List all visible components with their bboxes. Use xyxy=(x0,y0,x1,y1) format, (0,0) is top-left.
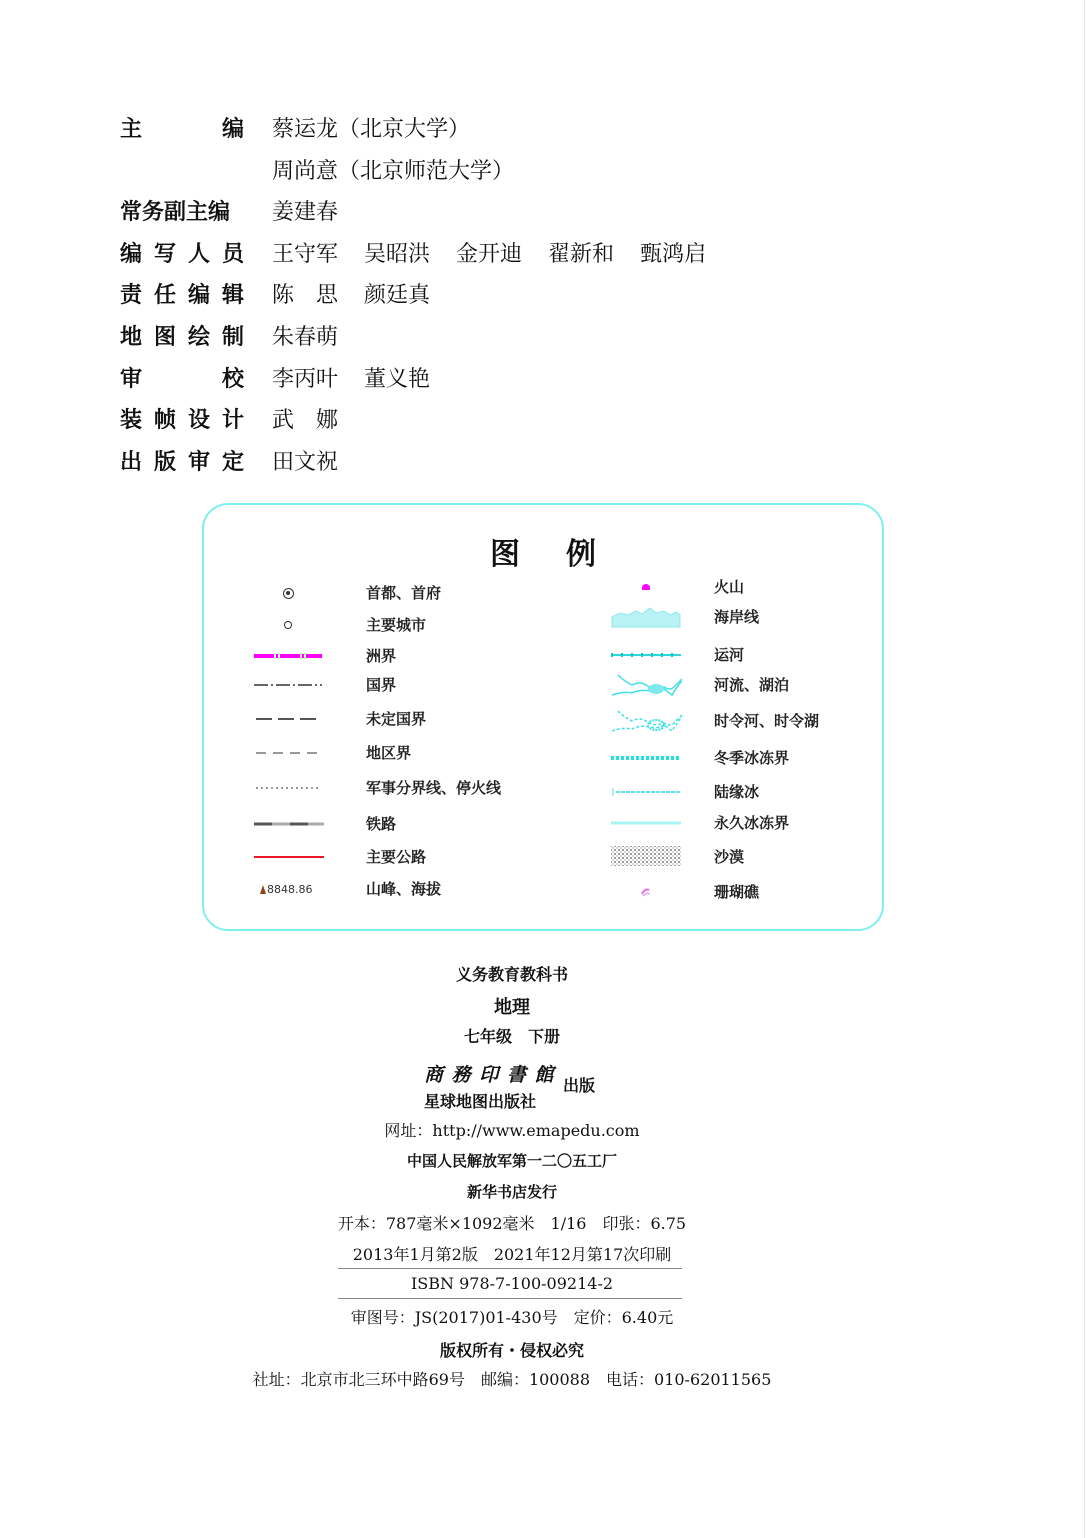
legend-label: 海岸线 xyxy=(714,608,760,626)
role-char: 编 xyxy=(120,241,143,267)
role-char: 编 xyxy=(221,117,244,142)
role-char: 定 xyxy=(221,449,244,475)
capital-icon xyxy=(252,583,324,603)
edition-info: 2013年1月第2版 2021年12月第17次印刷 xyxy=(352,1245,672,1264)
review-number-price: 审图号：JS(2017)01-430号 定价：6.40元 xyxy=(350,1308,674,1327)
publish-label: 出版 xyxy=(563,1076,596,1095)
undefined-boundary-icon xyxy=(252,709,324,729)
page-edge xyxy=(1084,0,1085,1538)
role-char: 编 xyxy=(187,283,210,309)
credit-name: 翟新和 xyxy=(548,241,615,267)
coral-reef-icon xyxy=(610,882,682,902)
credit-name: 蔡运龙（北京大学） xyxy=(272,117,471,142)
website: 网址：http://www.emapedu.com xyxy=(384,1121,640,1140)
credit-role xyxy=(120,197,244,229)
legend-label: 主要公路 xyxy=(366,848,427,866)
credit-names xyxy=(272,405,364,437)
role-char: 写 xyxy=(153,241,176,267)
printer: 中国人民解放军第一二〇五工厂 xyxy=(406,1152,617,1170)
role-char: 审 xyxy=(120,366,143,392)
credit-role xyxy=(120,114,244,146)
publisher-commercial-press-logo: 商 務 印 書 館 xyxy=(424,1064,555,1086)
credit-name: 姜建春 xyxy=(272,200,339,226)
credit-name: 武 娜 xyxy=(272,408,339,434)
credit-role xyxy=(120,239,244,271)
credit-role xyxy=(120,280,244,312)
role-char: 人 xyxy=(187,241,210,267)
legend-label: 运河 xyxy=(714,646,745,664)
role-char: 版 xyxy=(153,449,176,475)
legend-label: 沙漠 xyxy=(714,848,745,866)
credit-names xyxy=(272,114,496,146)
legend-label: 山峰、海拔 xyxy=(366,880,442,898)
credit-name: 朱春萌 xyxy=(272,324,339,350)
legend-label: 洲界 xyxy=(366,647,397,665)
credit-name: 周尚意（北京师范大学） xyxy=(272,158,515,184)
legend-label: 铁路 xyxy=(366,815,397,833)
military-line-icon xyxy=(252,778,324,798)
role-char: 制 xyxy=(221,324,244,350)
credit-names xyxy=(272,239,732,271)
region-boundary-icon xyxy=(252,743,324,763)
legend-label: 时令河、时令湖 xyxy=(714,712,820,730)
role-char: 设 xyxy=(187,408,210,434)
seasonal-river-lake-icon xyxy=(610,707,682,735)
national-boundary-icon xyxy=(252,675,324,695)
legend-label: 军事分界线、停火线 xyxy=(366,779,502,797)
land-ice-icon xyxy=(610,782,682,802)
credit-name: 王守军 xyxy=(272,241,339,267)
credit-name: 甄鸿启 xyxy=(640,241,707,267)
credit-name: 李丙叶 xyxy=(272,366,339,392)
isbn: ISBN 978-7-100-09214-2 xyxy=(410,1274,614,1293)
credit-names xyxy=(272,322,364,354)
series-title: 义务教育教科书 xyxy=(455,965,568,984)
continent-boundary-icon xyxy=(252,646,324,666)
role-text: 常务副主编 xyxy=(120,200,231,226)
divider xyxy=(338,1298,682,1299)
legend-label: 火山 xyxy=(714,578,745,596)
credit-name: 董义艳 xyxy=(364,366,431,392)
credit-role xyxy=(120,447,244,479)
legend-label: 主要城市 xyxy=(366,616,427,634)
coastline-icon xyxy=(610,605,682,629)
legend-label: 未定国界 xyxy=(366,710,427,728)
credit-name: 陈 思 xyxy=(272,283,339,309)
credit-name: 金开迪 xyxy=(456,241,523,267)
role-char: 计 xyxy=(221,408,244,434)
credit-name: 吴昭洪 xyxy=(364,241,431,267)
credit-names xyxy=(272,364,456,396)
winter-ice-boundary-icon xyxy=(610,748,682,768)
role-char: 地 xyxy=(120,324,143,350)
publisher-address: 社址：北京市北三环中路69号 邮编：100088 电话：010-62011565 xyxy=(252,1370,772,1389)
subject-title: 地理 xyxy=(494,997,530,1018)
credit-role xyxy=(120,364,244,396)
role-char: 辑 xyxy=(221,283,244,309)
credit-role xyxy=(120,322,244,354)
legend-label: 冬季冰冻界 xyxy=(714,749,790,767)
role-char: 责 xyxy=(120,283,143,309)
role-char: 图 xyxy=(153,324,176,350)
credit-names xyxy=(272,197,364,229)
legend-label: 首都、首府 xyxy=(366,584,442,602)
distributor: 新华书店发行 xyxy=(466,1183,557,1201)
grade-volume: 七年级 下册 xyxy=(463,1027,560,1046)
canal-icon xyxy=(610,645,682,665)
role-char: 员 xyxy=(221,241,244,267)
permafrost-boundary-icon xyxy=(610,813,682,833)
legend-label: 国界 xyxy=(366,676,397,694)
volcano-icon xyxy=(610,577,682,597)
legend-label: 河流、湖泊 xyxy=(714,676,790,694)
credit-role xyxy=(120,405,244,437)
role-char: 主 xyxy=(120,117,143,142)
role-char: 装 xyxy=(120,408,143,434)
credit-name: 颜廷真 xyxy=(364,283,431,309)
railway-icon xyxy=(252,814,324,834)
legend-label: 地区界 xyxy=(366,744,412,762)
peak-elevation: 8848.86 xyxy=(267,882,313,896)
publishers-block xyxy=(424,1060,554,1112)
divider xyxy=(338,1268,682,1269)
format-spec: 开本：787毫米×1092毫米 1/16 印张：6.75 xyxy=(337,1214,687,1233)
role-char: 出 xyxy=(120,449,143,475)
credit-names xyxy=(272,280,456,312)
peak-icon xyxy=(252,879,332,899)
credit-name: 田文祝 xyxy=(272,449,339,475)
river-lake-icon xyxy=(610,671,682,699)
city-icon xyxy=(252,615,324,635)
legend-label: 永久冰冻界 xyxy=(714,814,790,832)
publisher-planet-map: 星球地图出版社 xyxy=(424,1092,537,1111)
highway-icon xyxy=(252,847,324,867)
role-char: 绘 xyxy=(187,324,210,350)
role-char: 帧 xyxy=(153,408,176,434)
role-char: 审 xyxy=(187,449,210,475)
legend-label: 珊瑚礁 xyxy=(714,883,760,901)
role-char: 任 xyxy=(153,283,176,309)
copyright-notice: 版权所有・侵权必究 xyxy=(439,1341,584,1360)
credit-names xyxy=(272,447,364,479)
legend-label: 陆缘冰 xyxy=(714,783,760,801)
role-char: 校 xyxy=(221,366,244,392)
credit-names xyxy=(272,156,540,188)
legend-title: 图例 xyxy=(490,537,642,572)
desert-icon xyxy=(610,845,682,867)
map-legend xyxy=(202,503,884,931)
